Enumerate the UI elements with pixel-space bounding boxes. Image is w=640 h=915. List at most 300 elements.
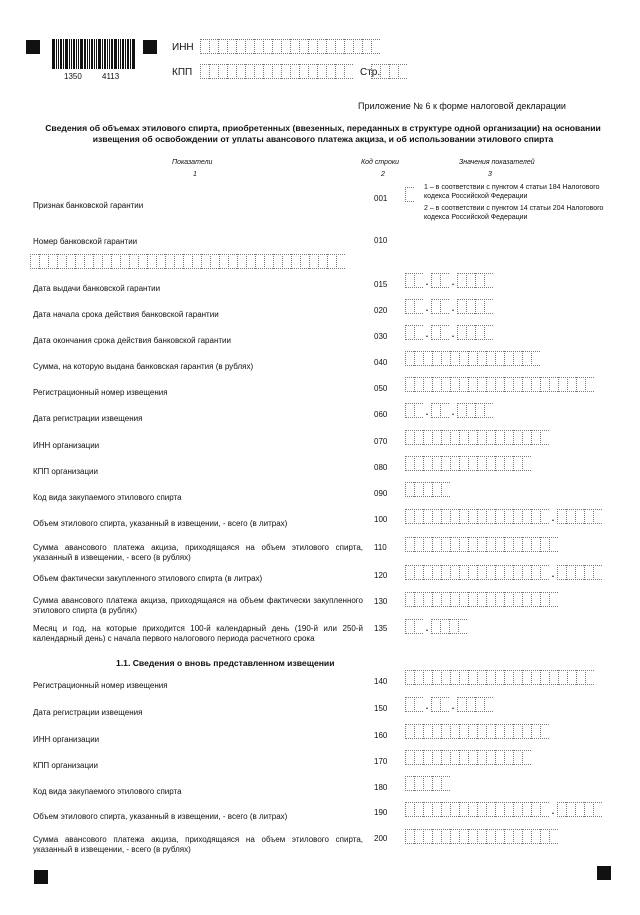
char-cell[interactable] bbox=[540, 430, 549, 445]
char-cell[interactable] bbox=[450, 456, 459, 471]
char-cell[interactable] bbox=[531, 802, 540, 817]
char-cell[interactable] bbox=[440, 619, 449, 634]
char-cell[interactable] bbox=[513, 537, 522, 552]
cell-group[interactable] bbox=[405, 750, 531, 765]
char-cell[interactable] bbox=[254, 39, 263, 54]
char-cell[interactable] bbox=[405, 776, 414, 791]
row-120-cells[interactable] bbox=[405, 565, 602, 580]
char-cell[interactable] bbox=[495, 592, 504, 607]
char-cell[interactable] bbox=[344, 39, 353, 54]
char-cell[interactable] bbox=[459, 377, 468, 392]
cell-group[interactable] bbox=[371, 64, 407, 79]
char-cell[interactable] bbox=[558, 670, 567, 685]
char-cell[interactable] bbox=[504, 351, 513, 366]
row-080-cells[interactable] bbox=[405, 456, 531, 471]
char-cell[interactable] bbox=[540, 724, 549, 739]
char-cell[interactable] bbox=[405, 299, 414, 314]
char-cell[interactable] bbox=[423, 351, 432, 366]
cell-group[interactable] bbox=[405, 430, 549, 445]
char-cell[interactable] bbox=[405, 403, 414, 418]
char-cell[interactable] bbox=[423, 430, 432, 445]
row-150-cells[interactable] bbox=[405, 697, 493, 712]
char-cell[interactable] bbox=[531, 592, 540, 607]
char-cell[interactable] bbox=[540, 670, 549, 685]
char-cell[interactable] bbox=[566, 509, 575, 524]
char-cell[interactable] bbox=[450, 430, 459, 445]
char-cell[interactable] bbox=[335, 64, 344, 79]
char-cell[interactable] bbox=[484, 273, 493, 288]
char-cell[interactable] bbox=[405, 829, 414, 844]
char-cell[interactable] bbox=[423, 565, 432, 580]
cell-group[interactable] bbox=[30, 254, 345, 269]
char-cell[interactable] bbox=[593, 565, 602, 580]
char-cell[interactable] bbox=[450, 351, 459, 366]
char-cell[interactable] bbox=[236, 39, 245, 54]
char-cell[interactable] bbox=[477, 456, 486, 471]
char-cell[interactable] bbox=[431, 697, 440, 712]
char-cell[interactable] bbox=[522, 750, 531, 765]
char-cell[interactable] bbox=[531, 430, 540, 445]
char-cell[interactable] bbox=[486, 724, 495, 739]
row-140-cells[interactable] bbox=[405, 670, 594, 685]
row-135-cells[interactable] bbox=[405, 619, 467, 634]
char-cell[interactable] bbox=[531, 724, 540, 739]
char-cell[interactable] bbox=[326, 39, 335, 54]
char-cell[interactable] bbox=[468, 592, 477, 607]
char-cell[interactable] bbox=[468, 509, 477, 524]
char-cell[interactable] bbox=[486, 829, 495, 844]
char-cell[interactable] bbox=[449, 619, 458, 634]
char-cell[interactable] bbox=[423, 750, 432, 765]
char-cell[interactable] bbox=[513, 456, 522, 471]
char-cell[interactable] bbox=[405, 592, 414, 607]
char-cell[interactable] bbox=[450, 592, 459, 607]
row-180-cells[interactable] bbox=[405, 776, 450, 791]
cell-group[interactable] bbox=[405, 724, 549, 739]
char-cell[interactable] bbox=[423, 670, 432, 685]
char-cell[interactable] bbox=[475, 325, 484, 340]
char-cell[interactable] bbox=[218, 64, 227, 79]
char-cell[interactable] bbox=[557, 565, 566, 580]
char-cell[interactable] bbox=[423, 724, 432, 739]
cell-group[interactable] bbox=[405, 456, 531, 471]
char-cell[interactable] bbox=[414, 482, 423, 497]
char-cell[interactable] bbox=[66, 254, 75, 269]
char-cell[interactable] bbox=[371, 39, 380, 54]
cell-group[interactable] bbox=[431, 619, 467, 634]
char-cell[interactable] bbox=[353, 39, 362, 54]
char-cell[interactable] bbox=[584, 802, 593, 817]
char-cell[interactable] bbox=[459, 351, 468, 366]
cell-group[interactable] bbox=[431, 273, 449, 288]
char-cell[interactable] bbox=[414, 802, 423, 817]
char-cell[interactable] bbox=[468, 802, 477, 817]
char-cell[interactable] bbox=[522, 565, 531, 580]
char-cell[interactable] bbox=[398, 64, 407, 79]
char-cell[interactable] bbox=[504, 430, 513, 445]
page-number-cells[interactable] bbox=[371, 64, 407, 79]
char-cell[interactable] bbox=[405, 565, 414, 580]
char-cell[interactable] bbox=[405, 456, 414, 471]
row-040-cells[interactable] bbox=[405, 351, 540, 366]
char-cell[interactable] bbox=[414, 509, 423, 524]
cell-group[interactable] bbox=[405, 697, 423, 712]
char-cell[interactable] bbox=[477, 592, 486, 607]
char-cell[interactable] bbox=[440, 325, 449, 340]
char-cell[interactable] bbox=[484, 403, 493, 418]
char-cell[interactable] bbox=[495, 724, 504, 739]
char-cell[interactable] bbox=[308, 39, 317, 54]
char-cell[interactable] bbox=[495, 829, 504, 844]
row-190-cells[interactable] bbox=[405, 802, 602, 817]
char-cell[interactable] bbox=[486, 802, 495, 817]
cell-group[interactable] bbox=[431, 403, 449, 418]
char-cell[interactable] bbox=[459, 456, 468, 471]
cell-group[interactable] bbox=[405, 377, 594, 392]
char-cell[interactable] bbox=[441, 537, 450, 552]
char-cell[interactable] bbox=[414, 537, 423, 552]
char-cell[interactable] bbox=[458, 619, 467, 634]
char-cell[interactable] bbox=[405, 273, 414, 288]
char-cell[interactable] bbox=[423, 377, 432, 392]
char-cell[interactable] bbox=[39, 254, 48, 269]
row-160-cells[interactable] bbox=[405, 724, 549, 739]
char-cell[interactable] bbox=[495, 430, 504, 445]
char-cell[interactable] bbox=[531, 509, 540, 524]
char-cell[interactable] bbox=[405, 430, 414, 445]
char-cell[interactable] bbox=[495, 456, 504, 471]
char-cell[interactable] bbox=[209, 39, 218, 54]
char-cell[interactable] bbox=[549, 829, 558, 844]
char-cell[interactable] bbox=[281, 64, 290, 79]
char-cell[interactable] bbox=[522, 456, 531, 471]
char-cell[interactable] bbox=[457, 325, 466, 340]
char-cell[interactable] bbox=[513, 802, 522, 817]
char-cell[interactable] bbox=[405, 619, 414, 634]
char-cell[interactable] bbox=[272, 64, 281, 79]
char-cell[interactable] bbox=[504, 724, 513, 739]
char-cell[interactable] bbox=[522, 537, 531, 552]
cell-group[interactable] bbox=[405, 482, 450, 497]
char-cell[interactable] bbox=[218, 39, 227, 54]
char-cell[interactable] bbox=[457, 299, 466, 314]
char-cell[interactable] bbox=[245, 64, 254, 79]
cell-group[interactable] bbox=[405, 325, 423, 340]
char-cell[interactable] bbox=[468, 750, 477, 765]
char-cell[interactable] bbox=[459, 750, 468, 765]
char-cell[interactable] bbox=[522, 724, 531, 739]
char-cell[interactable] bbox=[57, 254, 66, 269]
char-cell[interactable] bbox=[486, 670, 495, 685]
char-cell[interactable] bbox=[566, 802, 575, 817]
char-cell[interactable] bbox=[228, 254, 237, 269]
char-cell[interactable] bbox=[468, 724, 477, 739]
row-010-cells[interactable] bbox=[30, 254, 345, 269]
char-cell[interactable] bbox=[263, 64, 272, 79]
char-cell[interactable] bbox=[513, 351, 522, 366]
char-cell[interactable] bbox=[575, 565, 584, 580]
char-cell[interactable] bbox=[557, 802, 566, 817]
cell-group[interactable] bbox=[405, 829, 558, 844]
cell-group[interactable] bbox=[405, 565, 549, 580]
char-cell[interactable] bbox=[111, 254, 120, 269]
char-cell[interactable] bbox=[272, 39, 281, 54]
char-cell[interactable] bbox=[522, 829, 531, 844]
char-cell[interactable] bbox=[522, 509, 531, 524]
char-cell[interactable] bbox=[120, 254, 129, 269]
char-cell[interactable] bbox=[48, 254, 57, 269]
char-cell[interactable] bbox=[441, 509, 450, 524]
char-cell[interactable] bbox=[405, 670, 414, 685]
char-cell[interactable] bbox=[513, 829, 522, 844]
char-cell[interactable] bbox=[495, 509, 504, 524]
char-cell[interactable] bbox=[513, 750, 522, 765]
char-cell[interactable] bbox=[432, 724, 441, 739]
char-cell[interactable] bbox=[477, 670, 486, 685]
char-cell[interactable] bbox=[318, 254, 327, 269]
char-cell[interactable] bbox=[459, 537, 468, 552]
char-cell[interactable] bbox=[486, 565, 495, 580]
char-cell[interactable] bbox=[477, 802, 486, 817]
char-cell[interactable] bbox=[504, 565, 513, 580]
char-cell[interactable] bbox=[308, 64, 317, 79]
char-cell[interactable] bbox=[414, 299, 423, 314]
char-cell[interactable] bbox=[414, 377, 423, 392]
char-cell[interactable] bbox=[513, 565, 522, 580]
char-cell[interactable] bbox=[585, 377, 594, 392]
cell-group[interactable] bbox=[405, 776, 450, 791]
row-001-cells[interactable] bbox=[405, 187, 414, 202]
char-cell[interactable] bbox=[459, 829, 468, 844]
row-070-cells[interactable] bbox=[405, 430, 549, 445]
char-cell[interactable] bbox=[575, 509, 584, 524]
char-cell[interactable] bbox=[566, 565, 575, 580]
char-cell[interactable] bbox=[405, 802, 414, 817]
char-cell[interactable] bbox=[414, 403, 423, 418]
char-cell[interactable] bbox=[432, 670, 441, 685]
char-cell[interactable] bbox=[486, 456, 495, 471]
char-cell[interactable] bbox=[593, 802, 602, 817]
cell-group[interactable] bbox=[200, 39, 380, 54]
char-cell[interactable] bbox=[336, 254, 345, 269]
char-cell[interactable] bbox=[174, 254, 183, 269]
char-cell[interactable] bbox=[575, 802, 584, 817]
char-cell[interactable] bbox=[468, 456, 477, 471]
cell-group[interactable] bbox=[405, 299, 423, 314]
char-cell[interactable] bbox=[432, 509, 441, 524]
char-cell[interactable] bbox=[504, 537, 513, 552]
char-cell[interactable] bbox=[522, 802, 531, 817]
char-cell[interactable] bbox=[504, 456, 513, 471]
char-cell[interactable] bbox=[522, 430, 531, 445]
char-cell[interactable] bbox=[441, 482, 450, 497]
char-cell[interactable] bbox=[441, 724, 450, 739]
char-cell[interactable] bbox=[477, 351, 486, 366]
cell-group[interactable] bbox=[457, 299, 493, 314]
char-cell[interactable] bbox=[200, 39, 209, 54]
char-cell[interactable] bbox=[486, 750, 495, 765]
char-cell[interactable] bbox=[423, 829, 432, 844]
char-cell[interactable] bbox=[459, 670, 468, 685]
char-cell[interactable] bbox=[513, 724, 522, 739]
char-cell[interactable] bbox=[432, 565, 441, 580]
char-cell[interactable] bbox=[335, 39, 344, 54]
cell-group[interactable] bbox=[557, 565, 602, 580]
char-cell[interactable] bbox=[531, 537, 540, 552]
char-cell[interactable] bbox=[432, 537, 441, 552]
cell-group[interactable] bbox=[405, 619, 423, 634]
char-cell[interactable] bbox=[450, 565, 459, 580]
char-cell[interactable] bbox=[584, 509, 593, 524]
char-cell[interactable] bbox=[93, 254, 102, 269]
char-cell[interactable] bbox=[484, 697, 493, 712]
cell-group[interactable] bbox=[200, 64, 353, 79]
row-060-cells[interactable] bbox=[405, 403, 493, 418]
row-170-cells[interactable] bbox=[405, 750, 531, 765]
char-cell[interactable] bbox=[236, 64, 245, 79]
char-cell[interactable] bbox=[30, 254, 39, 269]
char-cell[interactable] bbox=[475, 273, 484, 288]
cell-group[interactable] bbox=[431, 325, 449, 340]
char-cell[interactable] bbox=[210, 254, 219, 269]
cell-group[interactable] bbox=[557, 509, 602, 524]
char-cell[interactable] bbox=[484, 299, 493, 314]
char-cell[interactable] bbox=[459, 724, 468, 739]
row-200-cells[interactable] bbox=[405, 829, 558, 844]
char-cell[interactable] bbox=[414, 273, 423, 288]
char-cell[interactable] bbox=[405, 750, 414, 765]
cell-group[interactable] bbox=[457, 273, 493, 288]
cell-group[interactable] bbox=[457, 325, 493, 340]
char-cell[interactable] bbox=[431, 273, 440, 288]
char-cell[interactable] bbox=[540, 592, 549, 607]
char-cell[interactable] bbox=[468, 351, 477, 366]
char-cell[interactable] bbox=[237, 254, 246, 269]
char-cell[interactable] bbox=[440, 299, 449, 314]
char-cell[interactable] bbox=[495, 537, 504, 552]
char-cell[interactable] bbox=[414, 697, 423, 712]
char-cell[interactable] bbox=[549, 537, 558, 552]
char-cell[interactable] bbox=[405, 325, 414, 340]
char-cell[interactable] bbox=[405, 724, 414, 739]
char-cell[interactable] bbox=[531, 670, 540, 685]
char-cell[interactable] bbox=[468, 670, 477, 685]
char-cell[interactable] bbox=[423, 482, 432, 497]
char-cell[interactable] bbox=[468, 537, 477, 552]
char-cell[interactable] bbox=[450, 377, 459, 392]
char-cell[interactable] bbox=[156, 254, 165, 269]
char-cell[interactable] bbox=[468, 377, 477, 392]
char-cell[interactable] bbox=[558, 377, 567, 392]
char-cell[interactable] bbox=[405, 377, 414, 392]
char-cell[interactable] bbox=[440, 697, 449, 712]
char-cell[interactable] bbox=[423, 456, 432, 471]
cell-group[interactable] bbox=[557, 802, 602, 817]
char-cell[interactable] bbox=[549, 377, 558, 392]
char-cell[interactable] bbox=[432, 776, 441, 791]
char-cell[interactable] bbox=[440, 403, 449, 418]
char-cell[interactable] bbox=[129, 254, 138, 269]
char-cell[interactable] bbox=[540, 377, 549, 392]
cell-group[interactable] bbox=[457, 403, 493, 418]
char-cell[interactable] bbox=[309, 254, 318, 269]
cell-group[interactable] bbox=[405, 187, 414, 202]
char-cell[interactable] bbox=[450, 509, 459, 524]
char-cell[interactable] bbox=[227, 64, 236, 79]
char-cell[interactable] bbox=[431, 619, 440, 634]
char-cell[interactable] bbox=[299, 39, 308, 54]
char-cell[interactable] bbox=[540, 802, 549, 817]
char-cell[interactable] bbox=[432, 377, 441, 392]
char-cell[interactable] bbox=[263, 39, 272, 54]
char-cell[interactable] bbox=[450, 802, 459, 817]
char-cell[interactable] bbox=[495, 802, 504, 817]
char-cell[interactable] bbox=[200, 64, 209, 79]
char-cell[interactable] bbox=[504, 509, 513, 524]
char-cell[interactable] bbox=[440, 273, 449, 288]
cell-group[interactable] bbox=[457, 697, 493, 712]
char-cell[interactable] bbox=[264, 254, 273, 269]
kpp-cells[interactable] bbox=[200, 64, 353, 79]
char-cell[interactable] bbox=[495, 351, 504, 366]
char-cell[interactable] bbox=[423, 509, 432, 524]
row-110-cells[interactable] bbox=[405, 537, 558, 552]
char-cell[interactable] bbox=[281, 39, 290, 54]
char-cell[interactable] bbox=[227, 39, 236, 54]
char-cell[interactable] bbox=[540, 509, 549, 524]
char-cell[interactable] bbox=[457, 403, 466, 418]
char-cell[interactable] bbox=[475, 697, 484, 712]
char-cell[interactable] bbox=[441, 456, 450, 471]
char-cell[interactable] bbox=[432, 750, 441, 765]
char-cell[interactable] bbox=[414, 750, 423, 765]
char-cell[interactable] bbox=[432, 351, 441, 366]
char-cell[interactable] bbox=[504, 377, 513, 392]
char-cell[interactable] bbox=[477, 750, 486, 765]
char-cell[interactable] bbox=[246, 254, 255, 269]
char-cell[interactable] bbox=[513, 592, 522, 607]
char-cell[interactable] bbox=[477, 377, 486, 392]
char-cell[interactable] bbox=[495, 565, 504, 580]
char-cell[interactable] bbox=[431, 325, 440, 340]
char-cell[interactable] bbox=[326, 64, 335, 79]
char-cell[interactable] bbox=[450, 537, 459, 552]
row-030-cells[interactable] bbox=[405, 325, 493, 340]
char-cell[interactable] bbox=[522, 377, 531, 392]
char-cell[interactable] bbox=[475, 299, 484, 314]
char-cell[interactable] bbox=[432, 592, 441, 607]
cell-group[interactable] bbox=[405, 403, 423, 418]
char-cell[interactable] bbox=[585, 670, 594, 685]
char-cell[interactable] bbox=[290, 64, 299, 79]
char-cell[interactable] bbox=[441, 377, 450, 392]
char-cell[interactable] bbox=[540, 829, 549, 844]
char-cell[interactable] bbox=[576, 670, 585, 685]
char-cell[interactable] bbox=[441, 565, 450, 580]
char-cell[interactable] bbox=[414, 619, 423, 634]
row-130-cells[interactable] bbox=[405, 592, 558, 607]
char-cell[interactable] bbox=[432, 482, 441, 497]
char-cell[interactable] bbox=[450, 750, 459, 765]
char-cell[interactable] bbox=[522, 670, 531, 685]
char-cell[interactable] bbox=[102, 254, 111, 269]
char-cell[interactable] bbox=[466, 403, 475, 418]
char-cell[interactable] bbox=[540, 537, 549, 552]
char-cell[interactable] bbox=[441, 750, 450, 765]
char-cell[interactable] bbox=[567, 377, 576, 392]
cell-group[interactable] bbox=[431, 697, 449, 712]
char-cell[interactable] bbox=[475, 403, 484, 418]
